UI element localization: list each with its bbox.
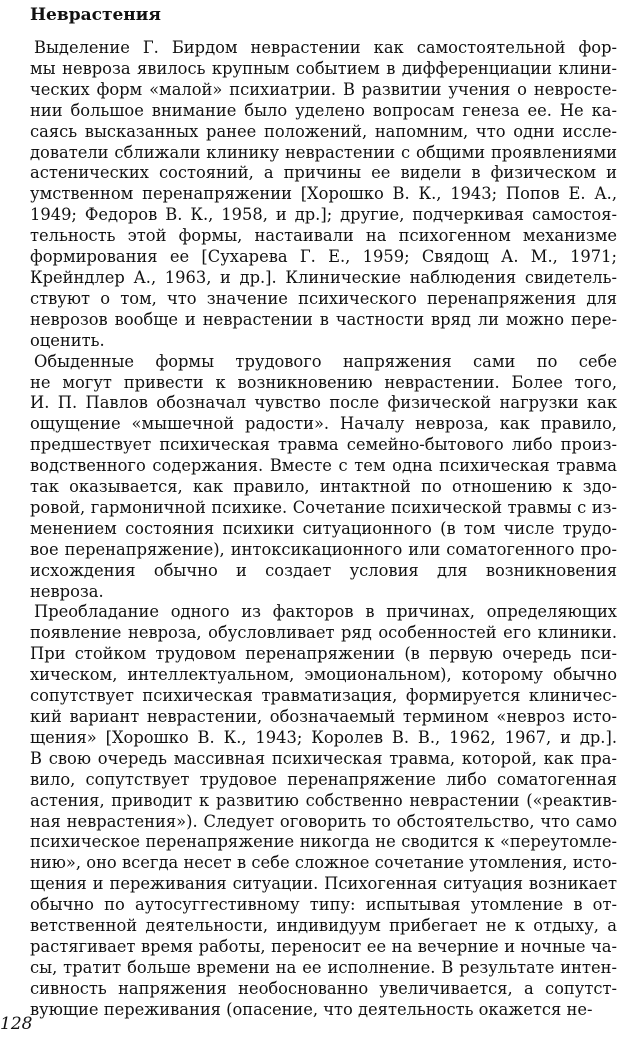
text-line: ровой, гармоничной психике. Сочетание психической травмы с из- <box>30 497 617 517</box>
text-line: исхождения обычно и создает условия для возникновения <box>30 560 617 580</box>
text-line: сивность напряжения необоснованно увеличивается, а сопутст- <box>30 978 617 998</box>
text-line: Крейндлер А., 1963, и др.]. Клинические наблюдения свидетель- <box>30 267 617 287</box>
text-line: нии большое внимание было уделено вопросам генеза ее. Не ка- <box>30 100 617 120</box>
text-line: нию», оно всегда несет в себе сложное сочетание утомления, исто- <box>30 853 617 873</box>
text-line: Обыденные формы трудового напряжения сами по себе <box>34 351 617 371</box>
text-line: тельность этой формы, настаивали на психогенном механизме <box>30 226 617 246</box>
text-line: В свою очередь массивная психическая травма, которой, как пра- <box>30 748 617 768</box>
text-line: психическое перенапряжение никогда не сводится к «переутомле- <box>30 832 617 852</box>
section-heading: Неврастения <box>30 5 161 25</box>
text-line: сы, тратит больше времени на ее исполнение. В результате интен- <box>30 957 617 977</box>
text-line: неврозов вообще и неврастении в частности вряд ли можно пере- <box>30 309 617 329</box>
text-line: вое перенапряжение), интоксикационного или соматогенного про- <box>30 539 617 559</box>
text-line: менением состояния психики ситуационного (в том числе трудо- <box>30 518 617 538</box>
text-line: вующие переживания (опасение, что деятельность окажется не- <box>30 999 593 1019</box>
text-line: появление невроза, обусловливает ряд особенностей его клиники. <box>30 623 617 643</box>
text-line: астенических состояний, а причины ее видели в физическом и <box>30 163 617 183</box>
text-line: Преобладание одного из факторов в причинах, определяющих <box>34 602 617 622</box>
paragraph <box>30 38 617 352</box>
text-line: ствуют о том, что значение психического перенапряжения для <box>30 288 617 308</box>
text-line: так оказывается, как правило, интактной по отношению к здо- <box>30 477 617 497</box>
text-line: хическом, интеллектуальном, эмоциональном), которому обычно <box>30 665 617 685</box>
text-line: вило, сопутствует трудовое перенапряжение либо соматогенная <box>30 769 617 789</box>
text-line: 1949; Федоров В. К., 1958, и др.]; другие, подчеркивая самостоя- <box>30 205 617 225</box>
text-line: оценить. <box>30 330 105 350</box>
text-line: водственного содержания. Вместе с тем одна психическая травма <box>30 456 617 476</box>
text-line: сопутствует психическая травматизация, формируется клиничес- <box>30 686 617 706</box>
text-line: ветственной деятельности, индивидуум прибегает не к отдыху, а <box>30 916 617 936</box>
paragraph <box>30 351 617 603</box>
text-line: мы невроза явилось крупным событием в дифференциации клини- <box>30 58 617 78</box>
text-line: дователи сближали клинику неврастении с общими проявлениями <box>30 142 617 162</box>
text-line: щения и переживания ситуации. Психогенная ситуация возникает <box>30 874 617 894</box>
text-line: щения» [Хорошко В. К., 1943; Королев В. В., 1962, 1967, и др.]. <box>30 727 617 747</box>
text-line: саясь высказанных ранее положений, напомним, что одни иссле- <box>30 121 617 141</box>
text-line: умственном перенапряжении [Хорошко В. К., 1943; Попов Е. А., <box>30 184 617 204</box>
paragraph <box>30 602 617 1020</box>
text-line: астения, приводит к развитию собственно неврастении («реактив- <box>30 790 617 810</box>
text-line: ощущение «мышечной радости». Началу невроза, как правило, <box>30 414 617 434</box>
text-line: кий вариант неврастении, обозначаемый термином «невроз исто- <box>30 707 617 726</box>
text-line: формирования ее [Сухарева Г. Е., 1959; Свядощ А. М., 1971; <box>30 247 617 267</box>
text-line: При стойком трудовом перенапряжении (в первую очередь пси- <box>30 644 617 664</box>
text-line: ческих форм «малой» психиатрии. В развитии учения о невросте- <box>30 79 617 99</box>
text-line: ная неврастения»). Следует оговорить то обстоятельство, что само <box>30 811 617 831</box>
body-text <box>30 38 617 1021</box>
text-line: растягивает время работы, переносит ее на вечерние и ночные ча- <box>30 936 617 956</box>
text-line: невроза. <box>30 581 104 601</box>
text-line: обычно по аутосуггестивному типу: испытывая утомление в от- <box>30 895 617 915</box>
page-number: 128 <box>0 1014 33 1034</box>
text-line: не могут привести к возникновению неврастении. Более того, <box>30 372 617 392</box>
text-line: предшествует психическая травма семейно-бытового либо произ- <box>30 435 617 455</box>
text-line: Выделение Г. Бирдом неврастении как самостоятельной фор- <box>34 38 617 57</box>
text-line: И. П. Павлов обозначал чувство после физической нагрузки как <box>30 393 617 413</box>
